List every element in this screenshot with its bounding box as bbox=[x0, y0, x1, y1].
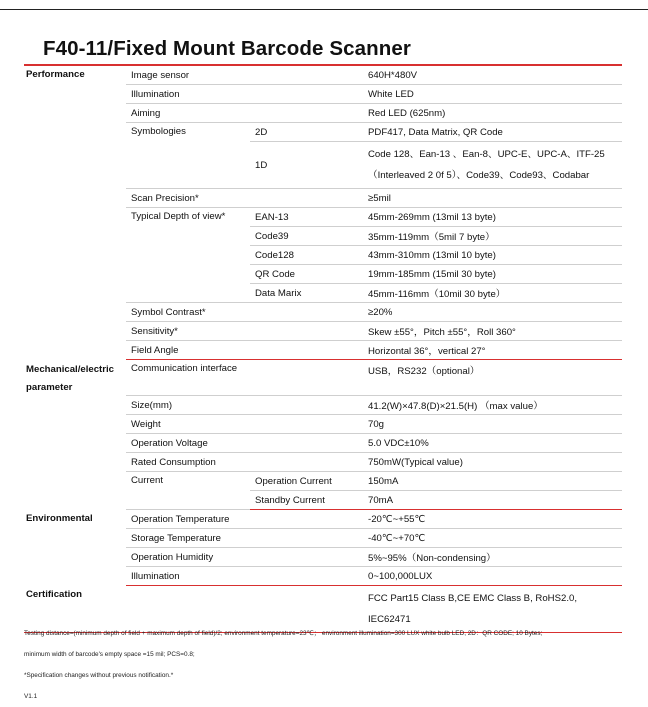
spec-value: -20℃~+55℃ bbox=[363, 510, 622, 529]
spec-value: Skew ±55°，Pitch ±55°，Roll 360° bbox=[363, 322, 622, 341]
spec-row bbox=[24, 510, 622, 529]
spec-value: 19mm-185mm (15mil 30 byte) bbox=[363, 265, 622, 284]
spec-item: Field Angle bbox=[126, 341, 363, 360]
spec-item: Weight bbox=[126, 415, 363, 434]
spec-item: Symbologies bbox=[126, 123, 250, 189]
footnotes bbox=[24, 623, 542, 707]
spec-value: Red LED (625nm) bbox=[363, 104, 622, 123]
spec-sub: EAN-13 bbox=[250, 208, 363, 227]
version-label: V1.1 bbox=[24, 693, 38, 700]
spec-value: White LED bbox=[363, 85, 622, 104]
spec-value: 0~100,000LUX bbox=[363, 567, 622, 586]
spec-row bbox=[24, 360, 622, 396]
spec-item: Communication interface bbox=[126, 360, 363, 396]
spec-sub: Data Marix bbox=[250, 284, 363, 303]
spec-value: 5.0 VDC±10% bbox=[363, 434, 622, 453]
spec-sub: QR Code bbox=[250, 265, 363, 284]
category-certification: Certification bbox=[24, 586, 126, 633]
spec-item: Operation Voltage bbox=[126, 434, 363, 453]
spec-sub: Code128 bbox=[250, 246, 363, 265]
spec-value: 70mA bbox=[363, 491, 622, 510]
spec-table bbox=[24, 64, 622, 633]
category-mechanical: Mechanical/electric parameter bbox=[26, 363, 114, 393]
spec-value: 41.2(W)×47.8(D)×21.5(H) （max value） bbox=[363, 396, 622, 415]
spec-value: 45mm-116mm（10mil 30 byte） bbox=[363, 284, 622, 303]
spec-sub: 2D bbox=[250, 123, 363, 142]
spec-item: Scan Precision* bbox=[126, 189, 363, 208]
spec-value: 150mA bbox=[363, 472, 622, 491]
spec-sub: Code39 bbox=[250, 227, 363, 246]
spec-item: Sensitivity* bbox=[126, 322, 363, 341]
spec-item: Current bbox=[126, 472, 250, 510]
spec-item: Size(mm) bbox=[126, 396, 363, 415]
spec-sub: Standby Current bbox=[250, 491, 363, 510]
spec-value: USB，RS232（optional） bbox=[363, 360, 622, 396]
footnote-barcode: minimum width of barcode's empty space =15 mil; PCS=0.8; bbox=[24, 651, 195, 658]
spec-value: 5%~95%（Non-condensing） bbox=[363, 548, 622, 567]
spec-item: Typical Depth of view* bbox=[126, 208, 250, 303]
spec-sub: 1D bbox=[250, 142, 363, 189]
page-title: F40-11/Fixed Mount Barcode Scanner bbox=[43, 37, 411, 60]
spec-value: ≥5mil bbox=[363, 189, 622, 208]
category-performance: Performance bbox=[24, 65, 126, 360]
top-rule bbox=[0, 9, 648, 10]
spec-sub: Operation Current bbox=[250, 472, 363, 491]
category-environmental: Environmental bbox=[26, 512, 93, 524]
spec-row bbox=[24, 65, 622, 85]
spec-value: FCC Part15 Class B,CE EMC Class B, RoHS2.0, IEC62471 bbox=[363, 586, 622, 633]
footnote-testing: Testing distance=(minimum depth of field + maximum depth of field)/2; environment temperature=23℃； environment illumination=300 LUX white bulb LED, 2D：QR CODE; 10 Bytes; bbox=[24, 630, 543, 637]
spec-value: 35mm-119mm（5mil 7 byte） bbox=[363, 227, 622, 246]
spec-item: Illumination bbox=[126, 567, 363, 586]
spec-item: Rated Consumption bbox=[126, 453, 363, 472]
spec-value: Horizontal 36°，vertical 27° bbox=[363, 341, 622, 360]
spec-value: 70g bbox=[363, 415, 622, 434]
spec-item: Operation Humidity bbox=[126, 548, 363, 567]
spec-item: Storage Temperature bbox=[126, 529, 363, 548]
spec-value: -40℃~+70℃ bbox=[363, 529, 622, 548]
spec-item: Operation Temperature bbox=[126, 510, 363, 529]
spec-item: Image sensor bbox=[126, 65, 363, 85]
spec-value: 45mm-269mm (13mil 13 byte) bbox=[363, 208, 622, 227]
spec-item: Aiming bbox=[126, 104, 363, 123]
spec-value: Code 128、Ean-13 、Ean-8、UPC-E、UPC-A、ITF-25 （Interleaved 2 0f 5）、Code39、Code93、Codabar bbox=[363, 142, 622, 189]
spec-item: Illumination bbox=[126, 85, 363, 104]
spec-value: 640H*480V bbox=[363, 65, 622, 85]
spec-item: Symbol Contrast* bbox=[126, 303, 363, 322]
spec-value: 43mm-310mm (13mil 10 byte) bbox=[363, 246, 622, 265]
footnote-changes: *Specification changes without previous notification.* bbox=[24, 672, 174, 679]
spec-value: ≥20% bbox=[363, 303, 622, 322]
spec-value: PDF417, Data Matrix, QR Code bbox=[363, 123, 622, 142]
spec-value: 750mW(Typical value) bbox=[363, 453, 622, 472]
